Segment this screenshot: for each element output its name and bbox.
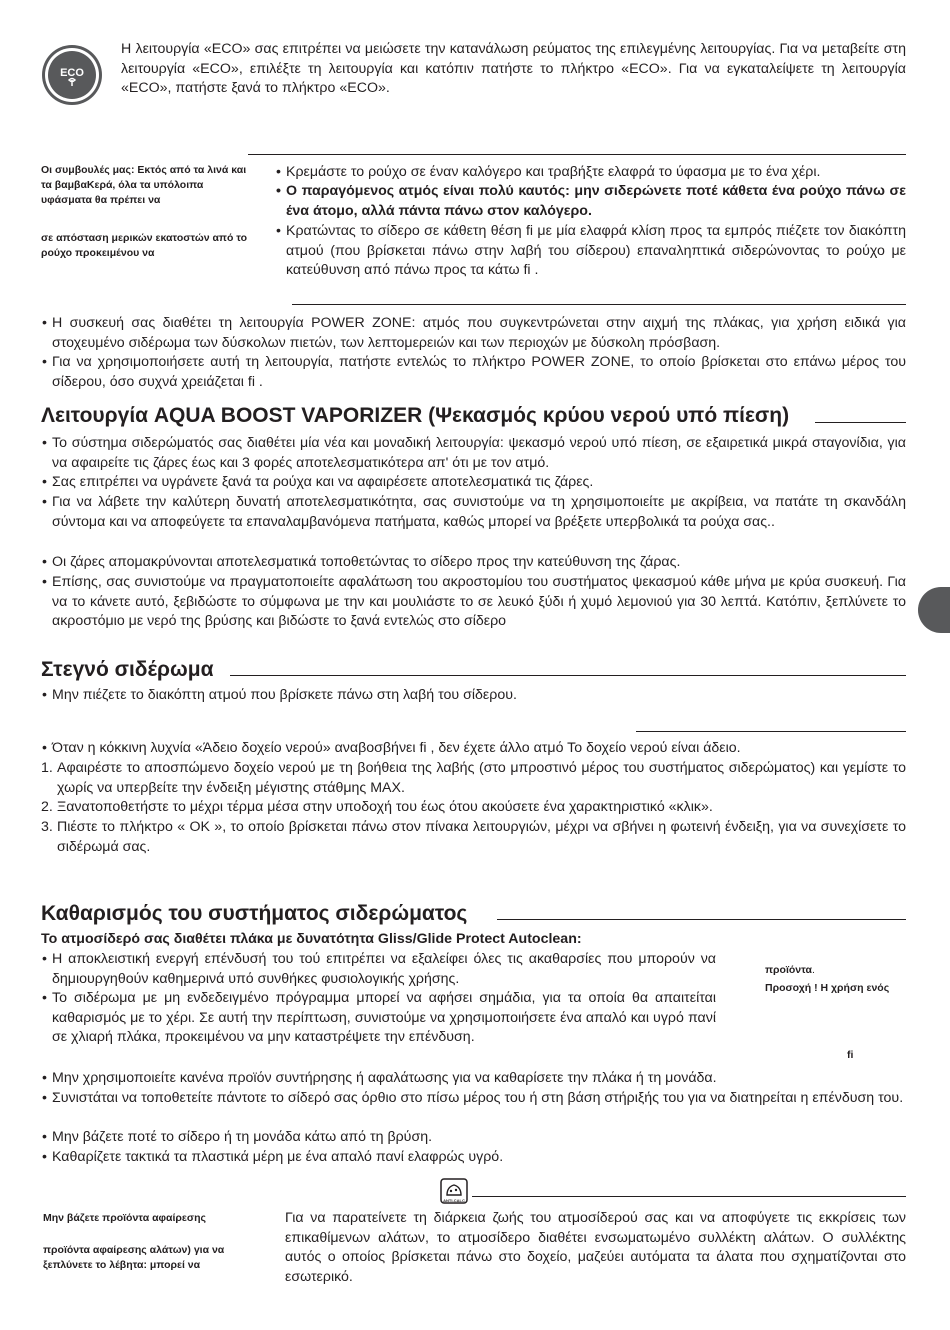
list-item: • Καθαρίζετε τακτικά τα πλαστικά μέρη με ένα απαλό πανί ελαφρώς υγρό.	[42, 1149, 504, 1165]
dry-title: Στεγνό σιδέρωμα	[41, 658, 214, 681]
list-item: 2. Ξανατοποθετήστε το μέχρι τέρμα μέσα στην υποδοχή του έως ότου ακούσετε ένα χαρακτηριστικό «κλικ».	[41, 799, 713, 815]
list-item: • Επίσης, σας συνιστούμε να πραγματοποιείτε αφαλάτωση του ακροστομίου του συστήματος ψεκασμού κάθε μήνα με κρύα συσκευή. Για να το κάνετε αυτό, ξεβιδώστε το σύμφωνα με την και μουλιάστε το σε λευκό ξύδι ή χυμό λεμονιού για 30 λεπτά. Κατόπιν, ξεπλύνετε το ακροστόμιο με νερό της βρύσης και βιδώστε το ξανά εντελώς στο σίδερο	[42, 574, 906, 629]
section-rule	[815, 422, 906, 423]
eco-text: Η λειτουργία «ECO» σας επιτρέπει να μειώσετε την κατανάλωση ρεύματος της επιλεγμένης λειτουργίας. Για να μεταβείτε στη λειτουργία «ECO», επιλέξτε τη λειτουργία και κατόπιν πατήστε το πλήκτρο «ECO». Για να εγκαταλείψετε τη λειτουργία «ECO», πατήστε ξανά το πλήκτρο «ECO».	[121, 41, 906, 96]
list-item: • Για να λάβετε την καλύτερη δυνατή αποτελεσματικότητα, σας συνιστούμε να τη χρησιμοποιείτε με ακρίβεια, να πατάτε τη σκανδάλη σύντομα και να αποφεύγετε τα επαναλαμβανόμενα πατήματα, καθώς μπορεί να βρέξετε υπερβολικά τα ρούχα σας..	[42, 494, 906, 530]
list-item: • Κρατώντας το σίδερο σε κάθετη θέση fi με μία ελαφρά κλίση προς τα εμπρός πιέζετε τον διακόπτη ατμού (που βρίσκεται πάνω στην λαβή του σίδερου) επαναληπτικά σιδερώνοντας το ρούχο με κατεύθυνση από πάνω προς τα κάτω fi .	[276, 223, 906, 278]
anticalc-text: Για να παρατείνετε τη διάρκεια ζωής του ατμοσίδερού σας και να αποφύγετε τις εκκρίσεις των επικαθίμενων αλάτων, το ατμοσίδερο διαθέτει ενσωματωμένο συλλέκτη αλάτων. Ο συλλέκτης αυτός ο οποίος βρίσκεται πάνω στο δοχείο, μαζεύει αυτόματα τα άλατα που σχηματίζονται στο εσωτερικό.	[285, 1210, 906, 1285]
anticalc-side-note-2: προϊόντα αφαίρεσης αλάτων) για να ξεπλύνετε το λέβητα: μπορεί να	[43, 1244, 225, 1271]
list-item: • Όταν η κόκκινη λυχνία «Άδειο δοχείο νερού» αναβοσβήνει fi , δεν έχετε άλλο ατμό Το δοχείο νερού είναι άδειο.	[42, 740, 741, 756]
cleaning-subtitle: Το ατμοσίδερό σας διαθέτει πλάκα με δυνατότητα Gliss/Glide Protect Autoclean:	[41, 931, 582, 947]
list-item: 3. Πιέστε το πλήκτρο « OK », το οποίο βρίσκεται πάνω στον πίνακα λειτουργιών, μέχρι να σβήνει η φωτεινή ένδειξη, για να συνεχίσετε το σιδέρωμά σας.	[41, 819, 906, 855]
section-rule	[292, 304, 906, 305]
anti-calc-icon-label: ANTI-CALC	[443, 1198, 465, 1203]
list-item: 1. Αφαιρέστε το αποσπώμενο δοχείο νερού με τη βοήθεια της λαβής (στο μπροστινό μέρος του συστήματος σιδερώματος) και γεμίστε το χωρίς να υπερβείτε την ένδειξη μέγιστης στάθμης MAX.	[41, 760, 906, 796]
list-item: • Ο παραγόμενος ατμός είναι πολύ καυτός: μην σιδερώνετε ποτέ κάθετα ένα ρούχο πάνω σε ένα άτομο, αλλά πάντα πάνω στον καλόγερο.	[276, 183, 906, 219]
list-item: • Η αποκλειστική ενεργή επένδυσή του τού επιτρέπει να εξαλείφει όλες τις ακαθαρσίες που μπορούν να δημιουργηθούν καθημερινά υπό συνθήκες φυσιολογικής χρήσης.	[42, 951, 716, 987]
list-item: • Το σύστημα σιδερώματός σας διαθέτει μία νέα και μοναδική λειτουργία: ψεκασμό νερού υπό πίεση, σε εξαιρετικά μικρά σταγονίδια, για να αφαιρείτε τις ζάρες έως και 3 φορές αποτελεσματικότερα απ' ότι με τον ατμό.	[42, 435, 906, 471]
list-item: • Για να χρησιμοποιήσετε αυτή τη λειτουργία, πατήστε εντελώς το πλήκτρο POWER ZONE, το οποίο βρίσκεται στο επάνω μέρος του σίδερου, όσο συχνά χρειάζεται fi .	[42, 354, 906, 390]
aqua-title: Λειτουργία AQUA BOOST VAPORIZER (Ψεκασμός κρύου νερού υπό πίεση)	[41, 404, 790, 427]
eco-icon-label: ECO	[60, 67, 84, 79]
list-item: • Συνιστάται να τοποθετείτε πάντοτε το σίδερό σας όρθιο στο πίσω μέρος του ή στη βάση στήριξής του για να διατηρείται η επένδυση του.	[42, 1090, 904, 1106]
cleaning-title: Καθαρισμός του συστήματος σιδερώματος	[41, 902, 468, 925]
cleaning-side-fi: fi	[847, 1049, 854, 1061]
cleaning-side-products: προϊόντα.	[765, 964, 815, 976]
section-rule	[248, 154, 906, 155]
anticalc-side-note-1: Μην βάζετε προϊόντα αφαίρεσης	[43, 1212, 206, 1224]
vertical-side-note-1: Οι συμβουλές μας: Εκτός από τα λινά και τα βαμβαΚερά, όλα τα υπόλοιπα υφάσματα θα πρέπει να	[41, 164, 247, 206]
list-item: • Κρεμάστε το ρούχο σε έναν καλόγερο και τραβήξτε ελαφρά το ύφασμα με το ένα χέρι.	[276, 164, 821, 180]
eco-icon	[40, 43, 104, 107]
section-rule	[636, 731, 906, 732]
section-rule	[497, 919, 906, 920]
page-tab-marker	[918, 587, 950, 633]
list-item: • Μην βάζετε ποτέ το σίδερο ή τη μονάδα κάτω από τη βρύση.	[42, 1129, 433, 1145]
list-item: • Οι ζάρες απομακρύνονται αποτελεσματικά τοποθετώντας το σίδερο προς την κατεύθυνση της ζάρας.	[42, 554, 681, 570]
vertical-side-note-2: σε απόσταση μερικών εκατοστών από το ρούχο προκειμένου να	[41, 232, 248, 259]
list-item: • Μην χρησιμοποιείτε κανένα προϊόν συντήρησης ή αφαλάτωσης για να καθαρίσετε την πλάκα ή τη μονάδα.	[42, 1070, 717, 1086]
anti-calc-icon	[440, 1178, 468, 1204]
list-item: • Σας επιτρέπει να υγράνετε ξανά τα ρούχα και να αφαιρέσετε αποτελεσματικά τις ζάρες.	[42, 474, 594, 490]
list-item: • Η συσκευή σας διαθέτει τη λειτουργία POWER ZONE: ατμός που συγκεντρώνεται στην αιχμή της πλάκας, για χρήση ειδικά για στοχευμένο σιδέρωμα των δύσκολων πιετών, των λεπτομερειών και των περιοχών με δύσκολη πρόσβαση.	[42, 315, 906, 351]
section-rule	[472, 1196, 906, 1197]
list-item: • Το σιδέρωμα με μη ενδεδειγμένο πρόγραμμα μπορεί να αφήσει σημάδια, για τα οποία θα απαιτείται καθαρισμός με το χέρι. Σε αυτή την περίπτωση, συνιστούμε να χρησιμοποιήσετε ένα απαλό και υγρό πανί σε χλιαρή πλάκα, προκειμένου να μην καταστρέψετε την επένδυση.	[42, 990, 716, 1045]
list-item: • Μην πιέζετε το διακόπτη ατμού που βρίσκετε πάνω στη λαβή του σίδερου.	[42, 687, 517, 703]
cleaning-side-warning: Προσοχή ! Η χρήση ενός	[765, 982, 890, 994]
section-rule	[230, 675, 906, 676]
